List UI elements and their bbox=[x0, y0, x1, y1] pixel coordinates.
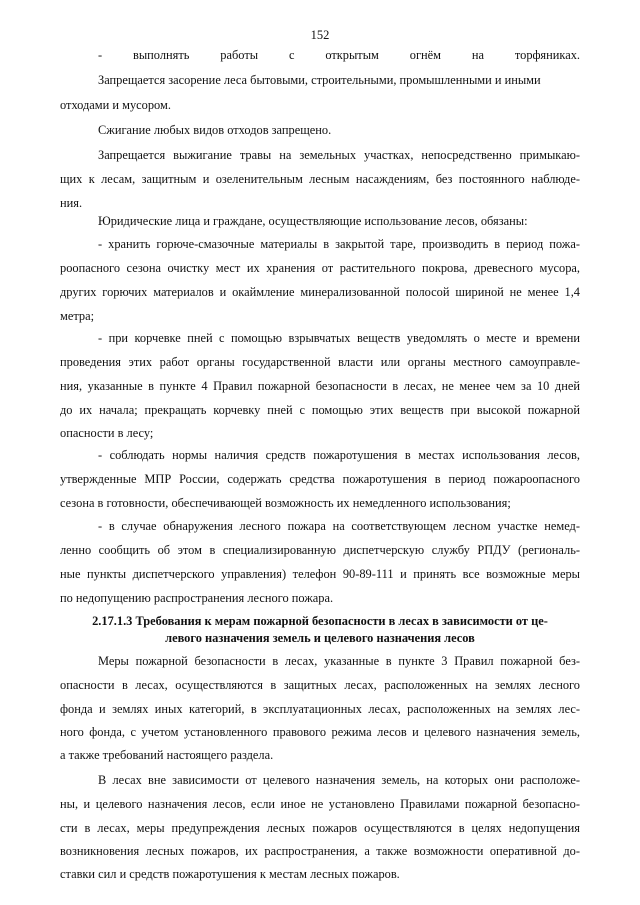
text-line: метра; bbox=[60, 309, 95, 323]
text-line: фонда и землях иных категорий, в эксплуатационных лесах, расположенных на землях лес- bbox=[60, 702, 580, 716]
section-heading: 2.17.1.3 Требования к мерам пожарной безопасности в лесах в зависимости от це- bbox=[92, 614, 548, 628]
text-line: утвержденные МПР России, содержать средства пожаротушения в период пожароопасного bbox=[60, 472, 580, 486]
text-line: Запрещается засорение леса бытовыми, строительными, промышленными и иными bbox=[98, 73, 541, 87]
text-line: сти в лесах, меры предупреждения лесных пожаров осуществляются в целях недопущения bbox=[60, 821, 580, 835]
text-line: до их начала; прекращать корчевку пней с помощью этих веществ при высокой пожарной bbox=[60, 403, 580, 417]
text-line: возникновения лесных пожаров, их распространения, а также возможности оперативной до- bbox=[60, 844, 580, 858]
text-line: ленно сообщить об этом в специализированную диспетчерскую службу РПДУ (региональ- bbox=[60, 543, 580, 557]
text-line: других горючих материалов и окаймление минерализованной полосой шириной не менее 1,4 bbox=[60, 285, 580, 299]
text-line: проведения этих работ органы государственной власти или органы местного самоуправле- bbox=[60, 355, 580, 369]
text-line: по недопущению распространения лесного пожара. bbox=[60, 591, 334, 605]
section-heading: левого назначения земель и целевого назначения лесов bbox=[165, 631, 475, 645]
text-line: ставки сил и средств пожаротушения к местам лесных пожаров. bbox=[60, 867, 400, 881]
text-line: Юридические лица и граждане, осуществляющие использование лесов, обязаны: bbox=[98, 214, 528, 228]
text-line: сезона в готовности, обеспечивающей возможность их немедленного использования; bbox=[60, 496, 511, 510]
text-line: ного фонда, с учетом установленного правового режима лесов и целевого назначения земель, bbox=[60, 725, 580, 739]
text-line: - выполнять работы с открытым огнём на торфяниках. bbox=[98, 48, 580, 62]
text-line: ные пункты диспетчерского управления) телефон 90-89-111 и принять все возможные меры bbox=[60, 567, 580, 581]
text-line: - хранить горюче-смазочные материалы в закрытой таре, производить в период пожа- bbox=[98, 237, 580, 251]
text-line: Меры пожарной безопасности в лесах, указанные в пункте 3 Правил пожарной без- bbox=[98, 654, 580, 668]
text-line: опасности в лесах, осуществляются в защитных лесах, расположенных на землях лесного bbox=[60, 678, 580, 692]
text-line: опасности в лесу; bbox=[60, 426, 154, 440]
text-line: В лесах вне зависимости от целевого назначения земель, на которых они расположе- bbox=[98, 773, 580, 787]
text-line: роопасного сезона очистку мест их хранения от растительного покрова, древесного мусора, bbox=[60, 261, 580, 275]
text-line: ния. bbox=[60, 196, 83, 210]
text-line: - в случае обнаружения лесного пожара на соответствующем лесном участке немед- bbox=[98, 519, 580, 533]
text-line: - при корчевке пней с помощью взрывчатых веществ уведомлять о месте и времени bbox=[98, 331, 580, 345]
text-line: щих к лесам, защитным и озеленительным лесным насаждениям, без постоянного наблюде- bbox=[60, 172, 580, 186]
text-line: ния, указанные в пункте 4 Правил пожарной безопасности в лесах, не менее чем за 10 дней bbox=[60, 379, 580, 393]
text-line: отходами и мусором. bbox=[60, 98, 171, 112]
text-line: а также требований настоящего раздела. bbox=[60, 748, 274, 762]
text-line: Запрещается выжигание травы на земельных участках, непосредственно примыкаю- bbox=[98, 148, 580, 162]
text-line: - соблюдать нормы наличия средств пожаротушения в местах использования лесов, bbox=[98, 448, 580, 462]
text-line: Сжигание любых видов отходов запрещено. bbox=[98, 123, 332, 137]
page-number: 152 bbox=[310, 28, 330, 42]
text-line: ны, и целевого назначения лесов, если иное не установлено Правилами пожарной безопасно- bbox=[60, 797, 580, 811]
